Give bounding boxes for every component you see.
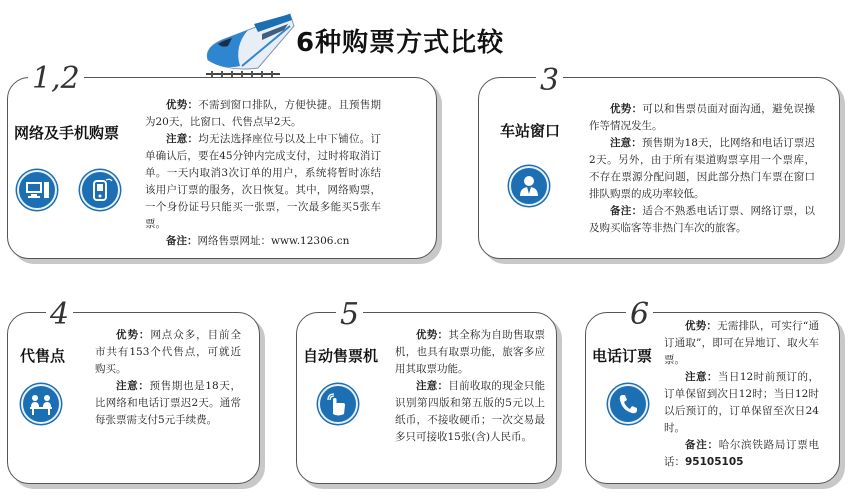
advantage-text: 网点众多，目前全市共有153个代售点，可就近购买。 — [95, 329, 242, 375]
label-advantage: 优势： — [166, 99, 199, 111]
card-number: 5 — [336, 300, 363, 330]
card-number: 3 — [536, 66, 563, 96]
notice-text: 当日12时前预订的，订单保留到次日12时；当日12时以后预订的，订单保留至次日24时。 — [664, 371, 819, 434]
card-online-text — [145, 97, 381, 250]
label-remark: 备注： — [610, 205, 643, 217]
label-remark: 备注： — [166, 235, 198, 247]
card-title: 网络及手机购票 — [14, 124, 120, 142]
advantage-text: 可以和售票员面对面沟通，避免误操作等情况发生。 — [589, 103, 816, 132]
card-title: 自动售票机 — [303, 347, 379, 365]
ticket-clerk-icon — [509, 166, 549, 206]
label-notice: 注意： — [685, 371, 718, 383]
card-window-text — [589, 101, 815, 237]
mobile-phone-icon — [80, 170, 120, 210]
advantage-text: 其全称为自助售取票机，也具有取票功能，旅客多应用其取票功能。 — [395, 329, 546, 375]
page-title: 6种购票方式比较 — [296, 28, 505, 58]
label-advantage: 优势： — [685, 320, 718, 332]
notice-text: 预售期也是18天，比网络和电话订票迟2天。通常每张票需支付5元手续费。 — [95, 380, 241, 426]
card-number: 1,2 — [28, 64, 84, 94]
label-notice: 注意： — [116, 380, 150, 392]
computer-icon — [17, 170, 57, 210]
card-title: 电话订票 — [592, 347, 653, 365]
remark-text: 适合不熟悉电话订票、网络订票，以及购买临客等非热门车次的旅客。 — [589, 205, 816, 234]
card-title: 车站窗口 — [500, 122, 561, 140]
notice-text: 均无法选择座位号以及上中下铺位。订单确认后，要在45分钟内完成支付，过时将取消订单。一天内取消3次订单的用户，系统将暂时冻结该用户订票的服务，次日恢复。其中，网络购票，一个身份证号只能买一张票，一次最多能买5张车票。 — [145, 133, 382, 230]
label-advantage: 优势： — [416, 329, 449, 341]
advantage-text: 不需到窗口排队，方便快捷。且预售期为20天，比窗口、代售点早2天。 — [145, 99, 382, 128]
card-agent-text — [95, 327, 241, 429]
card-title: 代售点 — [20, 347, 66, 365]
card-machine-text — [395, 327, 545, 446]
touch-hand-icon — [318, 384, 358, 424]
label-advantage: 优势： — [610, 103, 643, 115]
label-notice: 注意： — [610, 137, 642, 149]
card-number: 4 — [46, 300, 73, 330]
card-phone-text — [664, 318, 819, 471]
notice-text: 目前收取的现金只能识别第四版和第五版的5元以上纸币，不接收硬币；一次交易最多只可接收15张(含)人民币。 — [395, 380, 546, 443]
telephone-icon — [608, 384, 648, 424]
label-remark: 备注： — [685, 439, 719, 451]
high-speed-train-icon — [198, 8, 298, 84]
hotline-number: 95105105 — [685, 456, 744, 468]
label-notice: 注意： — [166, 133, 199, 145]
label-notice: 注意： — [416, 380, 449, 392]
notice-text: 预售期为18天，比网络和电话订票迟2天。另外，由于所有渠道购票享用一个票库，不存在票源分配问题，因此部分热门车票在窗口排队购票的成功率较低。 — [589, 137, 815, 200]
remark-text: 哈尔滨铁路局订票电话： — [664, 439, 820, 468]
agent-counter-icon — [21, 384, 61, 424]
advantage-text: 无需排队，可实行“通订通取”，即可在异地订、取火车票。 — [664, 320, 819, 366]
card-number: 6 — [626, 300, 653, 330]
label-advantage: 优势： — [116, 329, 151, 341]
remark-text: 网络售票网址：www.12306.cn — [197, 235, 350, 247]
